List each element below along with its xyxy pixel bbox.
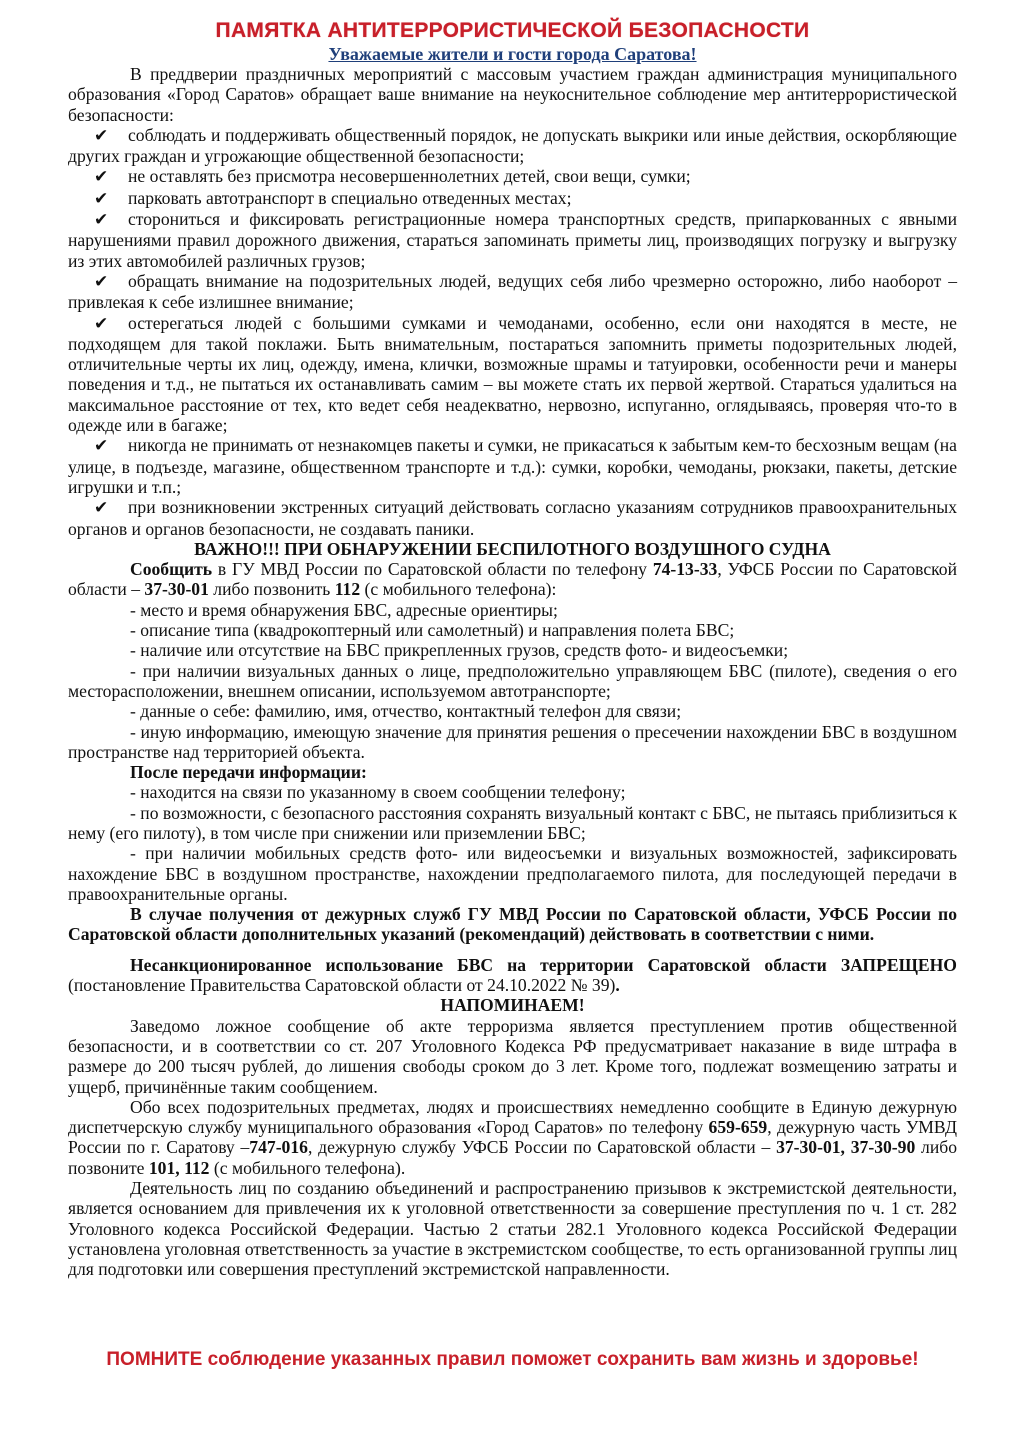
- page-subtitle: Уважаемые жители и гости города Саратова!: [328, 44, 697, 64]
- report-item: - при наличии визуальных данных о лице, предположительно управляющем БВС (пилоте), сведения о его месторасположении, внешнем описании, используемом автотранспорте;: [68, 660, 957, 701]
- ban-paragraph: Несанкционированное использование БВС на территории Саратовской области ЗАПРЕЩЕНО (постановление Правительства Саратовской области от 24.10.2022 № 39).: [68, 954, 957, 996]
- report-item: - описание типа (квадрокоптерный или самолетный) и направления полета БВС;: [130, 620, 735, 641]
- check-item: ✔ парковать автотранспорт в специально отведенных местах;: [94, 187, 572, 209]
- checkmark-icon: ✔: [94, 271, 109, 292]
- checkmark-icon: ✔: [94, 436, 109, 457]
- check-item: ✔ при возникновении экстренных ситуаций действовать согласно указаниям сотрудников правоохранительных органов и органов безопасности, не создавать паники.: [68, 497, 957, 539]
- page-title: ПАМЯТКА АНТИТЕРРОРИСТИЧЕСКОЙ БЕЗОПАСНОСТИ: [215, 19, 810, 42]
- extremism-paragraph: Деятельность лиц по созданию объединений и распространению призывов к экстремистской деятельности, является основанием для привлечения их к уголовной ответственности за совершение преступления по ч. 1 ст. 282 Уголовного кодекса Российской Федерации. Частью 2 статьи 282.1 Уголовного кодекса Российской Федерации установлена уголовная ответственность за участие в экстремистском сообществе, то есть организованной группы лиц для подготовки или совершения преступлений экстремистской направленности.: [68, 1178, 957, 1280]
- false-report-paragraph: Заведомо ложное сообщение об акте терроризма является преступлением против общественной безопасности, и в соответствии со ст. 207 Уголовного Кодекса РФ предусматривает наказание в виде штрафа в размере до 200 тысяч рублей, до лишения свободы сроком до 3 лет. Кроме того, подлежат возмещению затраты и ущерб, причинённые таким сообщением.: [68, 1015, 957, 1097]
- checkmark-icon: ✔: [94, 167, 109, 188]
- checkmark-icon: ✔: [94, 313, 109, 334]
- checkmark-icon: ✔: [94, 210, 109, 231]
- after-heading: После передачи информации:: [130, 762, 367, 783]
- document-page: [68, 18, 957, 1280]
- drone-heading: ВАЖНО!!! ПРИ ОБНАРУЖЕНИИ БЕСПИЛОТНОГО ВОЗДУШНОГО СУДНА: [194, 538, 831, 559]
- checkmark-icon: ✔: [94, 125, 109, 146]
- instructions-paragraph: В случае получения от дежурных служб ГУ МВД России по Саратовской области, УФСБ России по Саратовской области дополнительных указаний (рекомендаций) действовать в соответствии с ними.: [68, 904, 957, 945]
- report-item: - иную информацию, имеющую значение для принятия решения о пресечении нахождении БВС в воздушном пространстве над территорией объекта.: [68, 721, 957, 762]
- intro-paragraph: В преддверии праздничных мероприятий с массовым участием граждан администрация муниципального образования «Город Саратов» обращает ваше внимание на неукоснительное соблюдение мер антитеррористической безопасности:: [68, 64, 957, 125]
- report-item: - данные о себе: фамилию, имя, отчество, контактный телефон для связи;: [130, 701, 682, 722]
- checkmark-icon: ✔: [94, 188, 109, 209]
- suspicious-paragraph: Обо всех подозрительных предметах, людях и происшествиях немедленно сообщите в Единую дежурную диспетчерскую службу муниципального образования «Город Саратов» по телефону 659-659, дежурную часть УМВД России по г. Саратову –747-016, дежурную службу УФСБ России по Саратовской области – 37-30-01, 37-30-90 либо позвоните 101, 112 (с мобильного телефона).: [68, 1096, 958, 1178]
- report-paragraph: Сообщить в ГУ МВД России по Саратовской области по телефону 74-13-33, УФСБ России по Саратовской области – 37-30-01 либо позвонить 112 (с мобильного телефона):: [68, 559, 957, 600]
- report-item: - место и время обнаружения БВС, адресные ориентиры;: [130, 599, 558, 620]
- check-item: ✔ соблюдать и поддерживать общественный порядок, не допускать выкрики или иные действия, оскорбляющие других граждан и угрожающие общественной безопасности;: [68, 124, 957, 167]
- checkmark-icon: ✔: [94, 498, 109, 519]
- check-item: ✔ обращать внимание на подозрительных людей, ведущих себя либо чрезмерно осторожно, либо наоборот – привлекая к себе излишнее внимание;: [68, 270, 957, 313]
- check-item: ✔ не оставлять без присмотра несовершеннолетних детей, свои вещи, сумки;: [94, 166, 691, 188]
- after-item: - находится на связи по указанному в своем сообщении телефону;: [130, 782, 626, 803]
- footer-warning: ПОМНИТЕ соблюдение указанных правил поможет сохранить вам жизнь и здоровье!: [106, 1349, 919, 1370]
- check-item: ✔ никогда не принимать от незнакомцев пакеты и сумки, не прикасаться к забытым кем-то бесхозным вещам (на улице, в подъезде, магазине, общественном транспорте и т.д.): сумки, коробки, чемоданы, рюкзаки, пакеты, детские игрушки и т.п.;: [68, 435, 957, 497]
- after-item: - по возможности, с безопасного расстояния сохранять визуальный контакт с БВС, не пытаясь приблизиться к нему (его пилоту), в том числе при снижении или приземлении БВС;: [68, 802, 957, 843]
- after-item: - при наличии мобильных средств фото- или видеосъемки и визуальных возможностей, зафиксировать нахождение БВС в воздушном пространстве, нахождении предполагаемого пилота, для последующей передачи в правоохранительные органы.: [68, 843, 957, 904]
- remind-heading: НАПОМИНАЕМ!: [440, 995, 585, 1016]
- check-item: ✔ остерегаться людей с большими сумками и чемоданами, особенно, если они находятся в месте, не подходящем для такой поклажи. Быть внимательным, постараться запомнить приметы подозрительных людей, отличительные черты их лиц, одежду, имена, клички, возможные шрамы и татуировки, особенности речи и манеры поведения и т.д., не пытаться их останавливать самим – вы можете стать их первой жертвой. Стараться удалиться на максимальное расстояние от тех, кто ведет себя неадекватно, нервозно, испуганно, оглядываясь, проверяя что-то в одежде или в багаже;: [68, 312, 957, 436]
- report-item: - наличие или отсутствие на БВС прикрепленных грузов, средств фото- и видеосъемки;: [130, 640, 789, 661]
- check-item: ✔ сторониться и фиксировать регистрационные номера транспортных средств, припаркованных с явными нарушениями правил дорожного движения, стараться запоминать приметы лиц, производящих погрузку и выгрузку из этих автомобилей различных грузов;: [68, 209, 957, 271]
